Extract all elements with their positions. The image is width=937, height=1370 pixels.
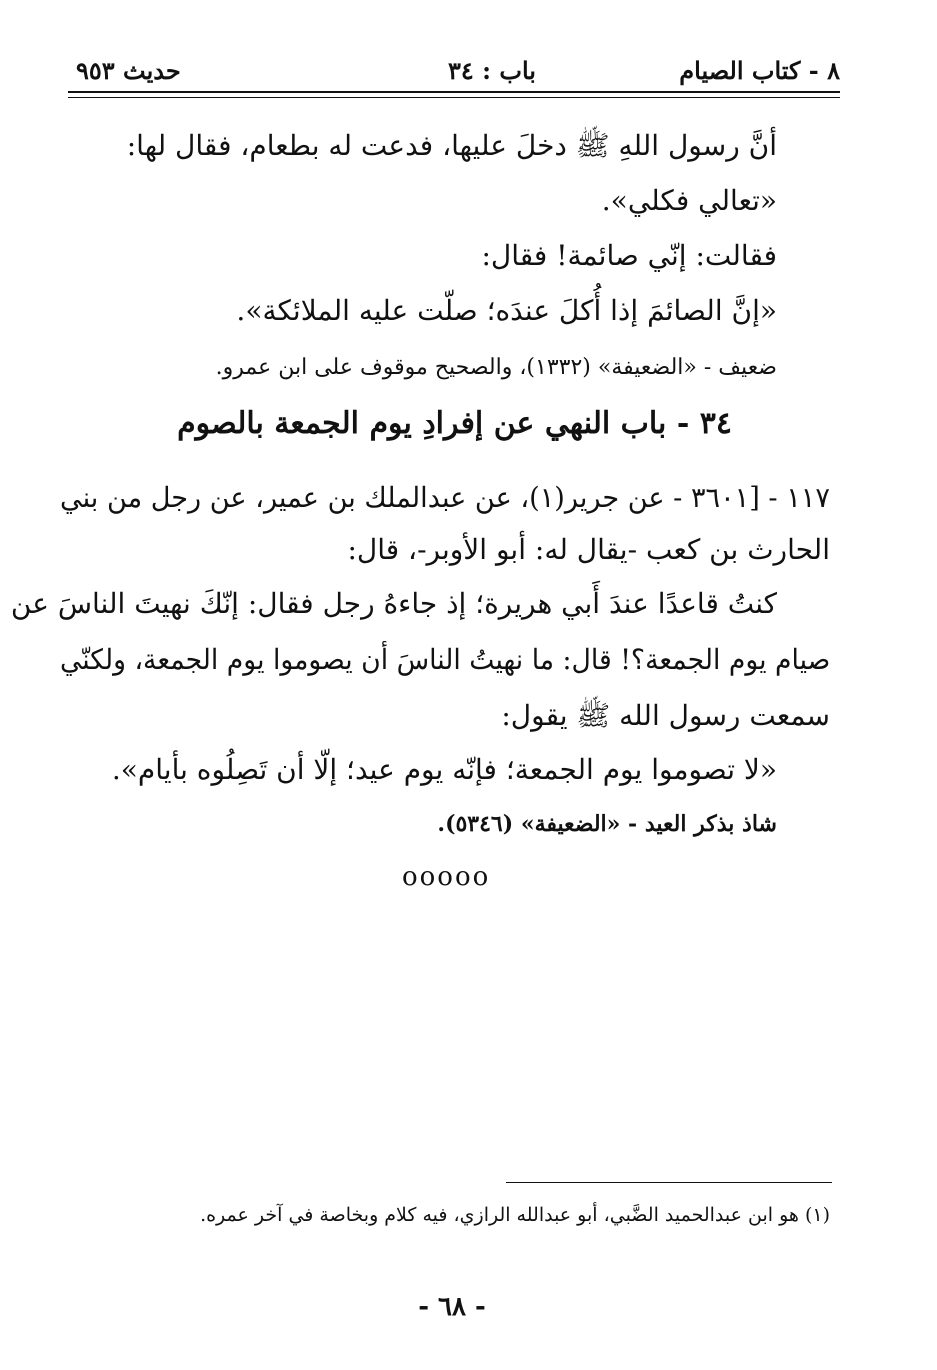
text-line-3: فقالت: إنّي صائمة! فقال: [481, 239, 777, 272]
text-line-8: صيام يوم الجمعة؟! قال: ما نهيتُ الناسَ أن يصوموا يوم الجمعة، ولكنّي [59, 643, 830, 676]
text-line-4: «إنَّ الصائمَ إذا أُكلَ عندَه؛ صلّت عليه الملائكة». [236, 294, 777, 327]
header-rule-thin [68, 97, 840, 98]
grading-note-1: ضعيف - «الضعيفة» (١٣٣٢)، والصحيح موقوف على ابن عمرو. [215, 355, 777, 380]
page-number: - ٦٨ - [418, 1292, 486, 1322]
header-chapter: ٨ - كتاب الصيام [679, 56, 840, 85]
grading-note-2: شاذ بذكر العيد - «الضعيفة» (٥٣٤٦). [437, 811, 777, 837]
header-rule-thick [68, 91, 840, 93]
header-hadith-number: حديث ٩٥٣ [76, 56, 181, 85]
text-line-1: أنَّ رسول اللهِ ﷺ دخلَ عليها، فدعت له بطعام، فقال لها: [126, 129, 777, 162]
text-line-9: سمعت رسول الله ﷺ يقول: [501, 699, 830, 732]
text-line-2: «تعالي فكلي». [601, 184, 777, 217]
text-line-10: «لا تصوموا يوم الجمعة؛ فإنّه يوم عيد؛ إلّا أن تَصِلُوه بأيام». [111, 753, 777, 786]
running-header [68, 50, 840, 90]
header-section: باب : ٣٤ [448, 56, 536, 85]
text-line-6: الحارث بن كعب -يقال له: أبو الأوبر-، قال: [347, 533, 830, 566]
footnote: (١) هو ابن عبدالحميد الضَّبي، أبو عبدالله الرازي، فيه كلام وبخاصة في آخر عمره. [200, 1204, 830, 1226]
footnote-rule [506, 1182, 832, 1183]
chapter-heading: ٣٤ - باب النهي عن إفرادِ يوم الجمعة بالصوم [177, 406, 732, 441]
text-line-7: كنتُ قاعدًا عندَ أَبي هريرة؛ إذ جاءهُ رجل فقال: إنّكَ نهيتَ الناسَ عن [10, 587, 777, 620]
section-end-ornament: ooooo [402, 862, 491, 892]
text-line-5: ١١٧ - [٣٦٠١ - عن جرير(١)، عن عبدالملك بن عمير، عن رجل من بني [60, 481, 830, 514]
